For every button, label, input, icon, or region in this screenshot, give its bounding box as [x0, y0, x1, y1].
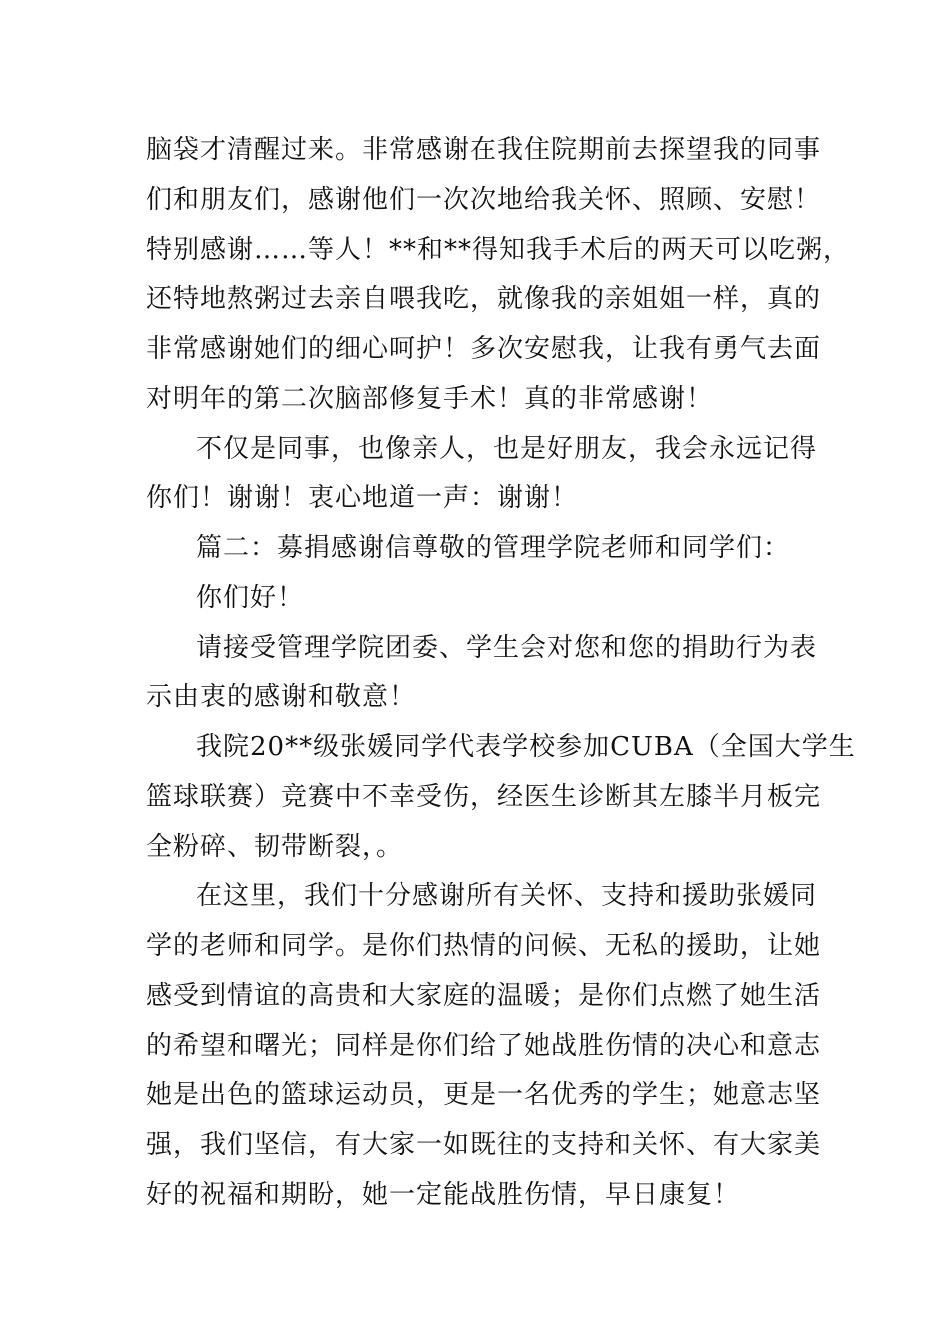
paragraph-first-line: 我院20**级张媛同学代表学校参加CUBA（全国大学生 [196, 732, 856, 762]
text-line: 还特地熬粥过去亲自喂我吃，就像我的亲姐姐一样，真的 [146, 284, 822, 314]
text-line: 的希望和曙光；同样是你们给了她战胜伤情的决心和意志 [146, 1031, 822, 1061]
text-line: 学的老师和同学。是你们热情的问候、无私的援助，让她 [146, 931, 822, 961]
paragraph-first-line: 不仅是同事，也像亲人，也是好朋友，我会永远记得 [196, 434, 818, 464]
greeting: 你们好！ [196, 583, 305, 613]
text-line: 强，我们坚信，有大家一如既往的支持和关怀、有大家美 [146, 1130, 822, 1160]
text-line: 示由衷的感谢和敬意！ [146, 682, 417, 712]
text-line: 感受到情谊的高贵和大家庭的温暖；是你们点燃了她生活 [146, 981, 822, 1011]
text-line: 脑袋才清醒过来。非常感谢在我住院期前去探望我的同事 [146, 135, 822, 165]
text-line: 你们！谢谢！衷心地道一声：谢谢！ [146, 483, 579, 513]
text-line: 非常感谢她们的细心呵护！多次安慰我，让我有勇气去面 [146, 334, 822, 364]
paragraph-first-line: 在这里，我们十分感谢所有关怀、支持和援助张媛同 [196, 881, 818, 911]
text-line: 全粉碎、韧带断裂，。 [146, 832, 404, 862]
text-line: 篮球联赛）竞赛中不幸受伤，经医生诊断其左膝半月板完 [146, 782, 822, 812]
text-line: 她是出色的篮球运动员，更是一名优秀的学生；她意志坚 [146, 1080, 822, 1110]
text-line: 好的祝福和期盼，她一定能战胜伤情，早日康复！ [146, 1180, 741, 1210]
text-line: 特别感谢……等人！**和**得知我手术后的两天可以吃粥， [146, 235, 851, 265]
text-line: 们和朋友们，感谢他们一次次地给我关怀、照顾、安慰！ [146, 185, 822, 215]
paragraph-first-line: 请接受管理学院团委、学生会对您和您的捐助行为表 [196, 633, 818, 663]
section-heading: 篇二：募捐感谢信尊敬的管理学院老师和同学们： [196, 533, 791, 563]
text-line: 对明年的第二次脑部修复手术！真的非常感谢！ [146, 384, 714, 414]
